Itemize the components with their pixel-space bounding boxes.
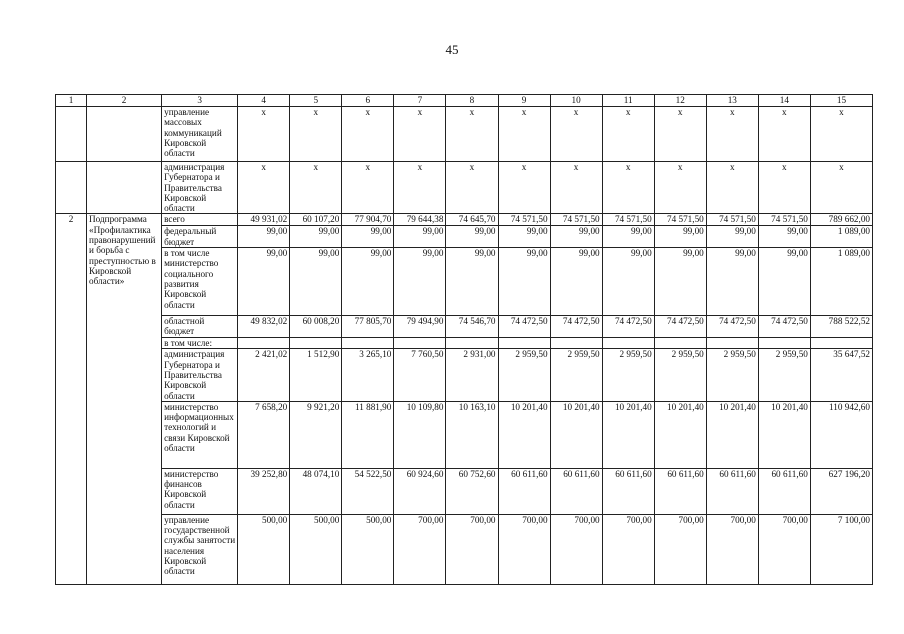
row-label: администрация Губернатора и Правительства Кировской области [162,349,238,401]
header-cell: 9 [498,95,550,107]
value-cell: 700,00 [550,514,602,584]
value-cell: 99,00 [602,226,654,248]
value-cell: 74 645,70 [446,214,498,226]
value-cell [342,338,394,349]
value-cell [758,338,810,349]
value-cell: 700,00 [394,514,446,584]
value-cell: 2 959,50 [654,349,706,401]
header-cell: 14 [758,95,810,107]
marker-cell: x [758,162,810,214]
table-row [56,338,873,349]
header-cell: 13 [706,95,758,107]
marker-cell: x [290,162,342,214]
marker-cell: x [446,162,498,214]
value-cell: 2 421,02 [238,349,290,401]
value-cell: 700,00 [498,514,550,584]
value-cell: 10 163,10 [446,401,498,468]
value-cell: 10 201,40 [550,401,602,468]
number-cell [56,162,87,214]
value-cell: 49 931,02 [238,214,290,226]
value-cell: 2 959,50 [706,349,758,401]
marker-cell: x [498,107,550,162]
value-cell: 48 074,10 [290,468,342,514]
table-row [56,349,873,401]
value-cell: 500,00 [290,514,342,584]
value-cell: 700,00 [446,514,498,584]
value-cell: 700,00 [654,514,706,584]
marker-cell: x [602,107,654,162]
marker-cell: x [394,107,446,162]
row-label: министерство финансов Кировской области [162,468,238,514]
value-cell: 99,00 [394,248,446,316]
value-cell: 99,00 [654,226,706,248]
row-label: в том числе министерство социального развития Кировской области [162,248,238,316]
value-cell: 99,00 [550,226,602,248]
label-cell: администрация Губернатора и Правительства Кировской области [162,162,238,214]
value-cell: 10 201,40 [654,401,706,468]
header-cell: 2 [87,95,162,107]
marker-cell: x [394,162,446,214]
value-cell: 99,00 [706,248,758,316]
value-cell: 60 611,60 [654,468,706,514]
value-cell [706,338,758,349]
value-cell: 99,00 [290,226,342,248]
value-cell: 11 881,90 [342,401,394,468]
value-cell: 2 959,50 [758,349,810,401]
marker-cell: x [290,107,342,162]
subprogram-number: 2 [56,214,87,584]
value-cell: 3 265,10 [342,349,394,401]
header-cell: 10 [550,95,602,107]
value-cell [602,338,654,349]
value-cell: 10 201,40 [602,401,654,468]
value-cell: 500,00 [238,514,290,584]
table-row [56,401,873,468]
value-cell: 74 571,50 [602,214,654,226]
value-cell: 789 662,00 [810,214,872,226]
budget-table [55,94,873,585]
value-cell: 1 089,00 [810,248,872,316]
value-cell: 99,00 [758,226,810,248]
value-cell: 9 921,20 [290,401,342,468]
value-cell [238,338,290,349]
table-row [56,107,873,162]
value-cell: 60 752,60 [446,468,498,514]
value-cell: 99,00 [342,226,394,248]
marker-cell: x [342,162,394,214]
value-cell: 10 201,40 [758,401,810,468]
value-cell: 74 571,50 [654,214,706,226]
value-cell: 74 472,50 [758,316,810,338]
value-cell: 99,00 [498,248,550,316]
value-cell [550,338,602,349]
name-cell [87,162,162,214]
value-cell: 627 196,20 [810,468,872,514]
value-cell: 99,00 [602,248,654,316]
value-cell: 99,00 [654,248,706,316]
value-cell: 7 100,00 [810,514,872,584]
value-cell: 1 089,00 [810,226,872,248]
value-cell: 99,00 [758,248,810,316]
value-cell: 99,00 [290,248,342,316]
value-cell: 54 522,50 [342,468,394,514]
value-cell: 74 571,50 [758,214,810,226]
value-cell: 60 924,60 [394,468,446,514]
table-row [56,226,873,248]
value-cell: 74 571,50 [498,214,550,226]
value-cell: 60 107,20 [290,214,342,226]
value-cell: 99,00 [446,248,498,316]
value-cell: 700,00 [706,514,758,584]
value-cell: 79 644,38 [394,214,446,226]
value-cell: 99,00 [498,226,550,248]
value-cell: 10 201,40 [706,401,758,468]
marker-cell: x [498,162,550,214]
value-cell: 77 805,70 [342,316,394,338]
row-label: министерство информационных технологий и связи Кировской области [162,401,238,468]
header-row [56,95,873,107]
value-cell: 99,00 [446,226,498,248]
value-cell: 700,00 [602,514,654,584]
row-label: всего [162,214,238,226]
value-cell: 79 494,90 [394,316,446,338]
marker-cell: x [706,107,758,162]
header-cell: 15 [810,95,872,107]
value-cell: 99,00 [238,226,290,248]
value-cell: 7 658,20 [238,401,290,468]
value-cell: 99,00 [394,226,446,248]
header-cell: 12 [654,95,706,107]
marker-cell: x [758,107,810,162]
value-cell: 74 472,50 [498,316,550,338]
header-cell: 5 [290,95,342,107]
header-cell: 4 [238,95,290,107]
row-label: управление государственной службы занятости населения Кировской области [162,514,238,584]
value-cell: 60 611,60 [550,468,602,514]
value-cell: 700,00 [758,514,810,584]
marker-cell: x [810,162,872,214]
value-cell: 60 611,60 [758,468,810,514]
marker-cell: x [550,162,602,214]
marker-cell: x [238,107,290,162]
value-cell: 60 611,60 [706,468,758,514]
value-cell: 60 611,60 [602,468,654,514]
value-cell: 99,00 [706,226,758,248]
marker-cell: x [602,162,654,214]
value-cell: 2 959,50 [550,349,602,401]
header-cell: 6 [342,95,394,107]
header-cell: 7 [394,95,446,107]
subprogram-name: Подпрограмма «Профилактика правонарушений и борьба с преступностью в Кировской области» [87,214,162,584]
value-cell [394,338,446,349]
number-cell [56,107,87,162]
value-cell: 74 472,50 [550,316,602,338]
value-cell: 2 959,50 [602,349,654,401]
value-cell: 500,00 [342,514,394,584]
table-row [56,248,873,316]
marker-cell: x [550,107,602,162]
table-row [56,162,873,214]
value-cell: 74 571,50 [706,214,758,226]
marker-cell: x [654,162,706,214]
value-cell: 39 252,80 [238,468,290,514]
value-cell: 788 522,52 [810,316,872,338]
header-cell: 11 [602,95,654,107]
marker-cell: x [238,162,290,214]
value-cell: 74 571,50 [550,214,602,226]
marker-cell: x [810,107,872,162]
table-row [56,468,873,514]
table-row [56,214,873,226]
marker-cell: x [446,107,498,162]
value-cell: 74 472,50 [654,316,706,338]
value-cell: 74 546,70 [446,316,498,338]
value-cell [654,338,706,349]
name-cell [87,107,162,162]
marker-cell: x [706,162,758,214]
header-cell: 1 [56,95,87,107]
row-label: в том числе: [162,338,238,349]
header-cell: 3 [162,95,238,107]
value-cell [446,338,498,349]
page-number: 45 [445,42,459,57]
marker-cell: x [342,107,394,162]
value-cell: 2 959,50 [498,349,550,401]
table-row [56,316,873,338]
value-cell [498,338,550,349]
value-cell: 7 760,50 [394,349,446,401]
value-cell: 2 931,00 [446,349,498,401]
value-cell: 60 611,60 [498,468,550,514]
value-cell: 77 904,70 [342,214,394,226]
value-cell: 35 647,52 [810,349,872,401]
row-label: федеральный бюджет [162,226,238,248]
value-cell: 110 942,60 [810,401,872,468]
value-cell: 74 472,50 [706,316,758,338]
value-cell: 99,00 [238,248,290,316]
table-row [56,514,873,584]
value-cell: 74 472,50 [602,316,654,338]
value-cell: 49 832,02 [238,316,290,338]
value-cell: 10 109,80 [394,401,446,468]
value-cell [810,338,872,349]
value-cell [290,338,342,349]
value-cell: 1 512,90 [290,349,342,401]
row-label: областной бюджет [162,316,238,338]
value-cell: 60 008,20 [290,316,342,338]
value-cell: 99,00 [550,248,602,316]
value-cell: 10 201,40 [498,401,550,468]
value-cell: 99,00 [342,248,394,316]
header-cell: 8 [446,95,498,107]
label-cell: управление массовых коммуникаций Кировской области [162,107,238,162]
marker-cell: x [654,107,706,162]
